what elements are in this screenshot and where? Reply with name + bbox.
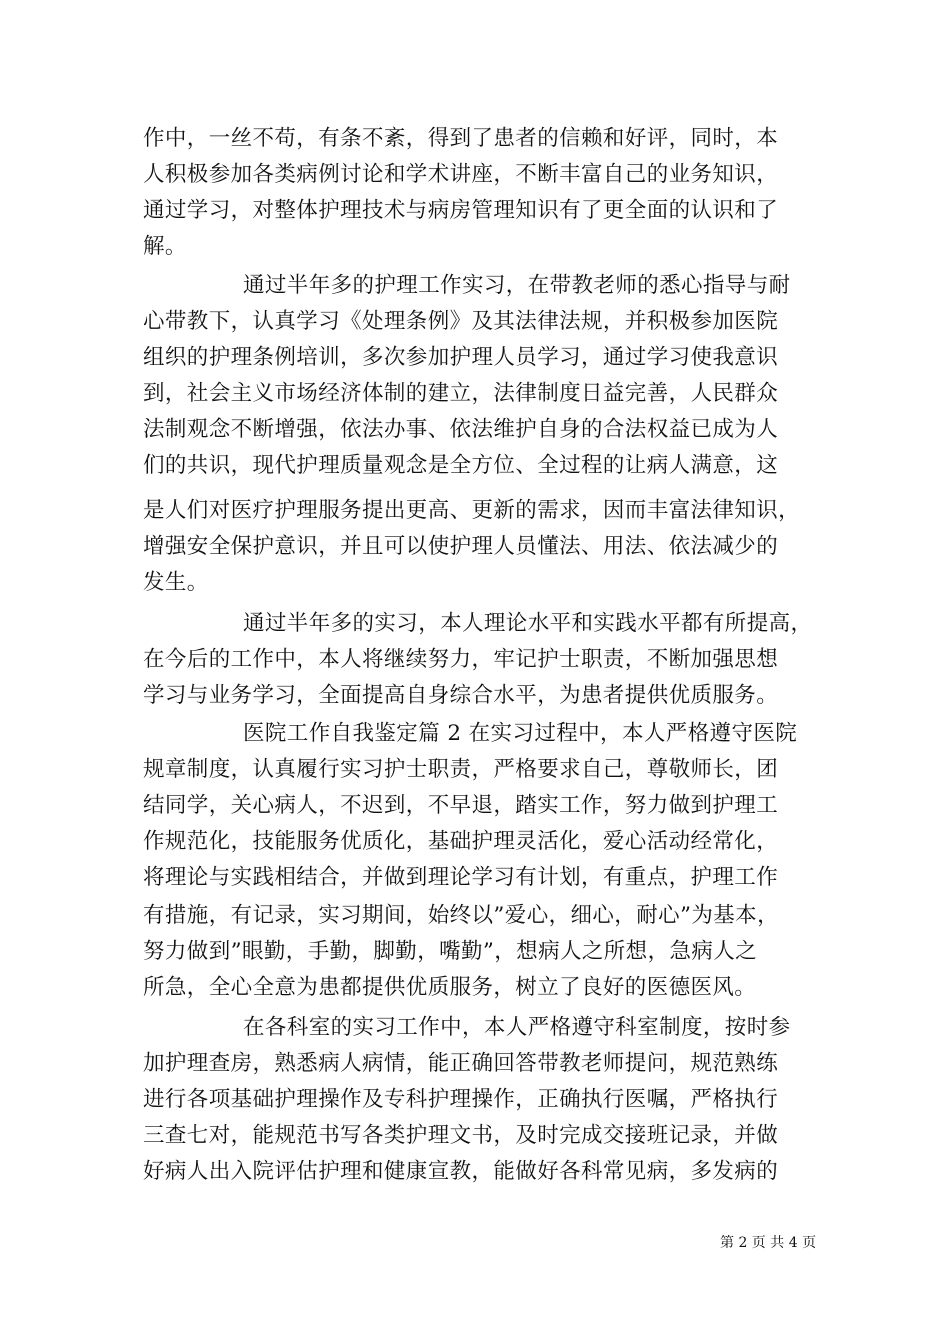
paragraph-4-line-2: 规章制度，认真履行实习护士职责，严格要求自己，尊敬师长，团 (143, 757, 779, 782)
paragraph-5-line-2: 加护理查房，熟悉病人病情，能正确回答带教老师提问，规范熟练 (143, 1051, 779, 1076)
paragraph-2-line-2: 心带教下，认真学习《处理条例》及其法律法规，并积极参加医院 (143, 309, 779, 334)
paragraph-2-line-4: 到，社会主义市场经济体制的建立，法律制度日益完善，人民群众 (143, 381, 779, 406)
paragraph-2-line-5: 法制观念不断增强，依法办事、依法维护自身的合法权益已成为人 (143, 417, 779, 442)
paragraph-1-line-2: 人积极参加各类病例讨论和学术讲座，不断丰富自己的业务知识， (143, 162, 779, 187)
paragraph-3-line-1: 通过半年多的实习，本人理论水平和实践水平都有所提高， (243, 611, 813, 636)
paragraph-2-line-6: 们的共识，现代护理质量观念是全方位、全过程的让病人满意，这 (143, 453, 779, 478)
paragraph-1-line-4: 解。 (143, 234, 187, 259)
paragraph-4-line-8: 所急，全心全意为患都提供优质服务，树立了良好的医德医风。 (143, 975, 757, 1000)
paragraph-5-line-3: 进行各项基础护理操作及专科护理操作，正确执行医嘱，严格执行 (143, 1087, 779, 1112)
paragraph-3-line-3: 学习与业务学习，全面提高自身综合水平，为患者提供优质服务。 (143, 683, 779, 708)
paragraph-5-line-5: 好病人出入院评估护理和健康宣教，能做好各科常见病，多发病的 (143, 1159, 779, 1184)
paragraph-2-line-8: 增强安全保护意识，并且可以使护理人员懂法、用法、依法减少的 (143, 534, 779, 559)
paragraph-4-line-6: 有措施，有记录，实习期间，始终以”爱心，细心，耐心”为基本， (143, 903, 779, 928)
paragraph-2-line-3: 组织的护理条例培训，多次参加护理人员学习，通过学习使我意识 (143, 345, 779, 370)
paragraph-5-line-1: 在各科室的实习工作中，本人严格遵守科室制度，按时参 (243, 1015, 791, 1040)
paragraph-1-line-3: 通过学习，对整体护理技术与病房管理知识有了更全面的认识和了 (143, 198, 779, 223)
paragraph-1-line-1: 作中，一丝不苟，有条不紊，得到了患者的信赖和好评，同时，本 (143, 126, 779, 151)
paragraph-4-line-1: 医院工作自我鉴定篇 2 在实习过程中，本人严格遵守医院 (243, 721, 798, 746)
paragraph-2-line-7: 是人们对医疗护理服务提出更高、更新的需求，因而丰富法律知识， (143, 498, 801, 523)
paragraph-4-line-7: 努力做到”眼勤，手勤，脚勤，嘴勤”，想病人之所想，急病人之 (143, 939, 758, 964)
paragraph-2-line-1: 通过半年多的护理工作实习，在带教老师的悉心指导与耐 (243, 273, 791, 298)
page-number-footer: 第 2 页 共 4 页 (720, 1235, 817, 1251)
paragraph-2-line-9: 发生。 (143, 570, 209, 595)
paragraph-3-line-2: 在今后的工作中，本人将继续努力，牢记护士职责，不断加强思想 (143, 647, 779, 672)
paragraph-5-line-4: 三查七对，能规范书写各类护理文书，及时完成交接班记录，并做 (143, 1123, 779, 1148)
paragraph-4-line-5: 将理论与实践相结合，并做到理论学习有计划，有重点，护理工作 (143, 865, 779, 890)
paragraph-4-line-4: 作规范化，技能服务优质化，基础护理灵活化，爱心活动经常化， (143, 829, 779, 854)
paragraph-4-line-3: 结同学，关心病人，不迟到，不早退，踏实工作，努力做到护理工 (143, 793, 779, 818)
